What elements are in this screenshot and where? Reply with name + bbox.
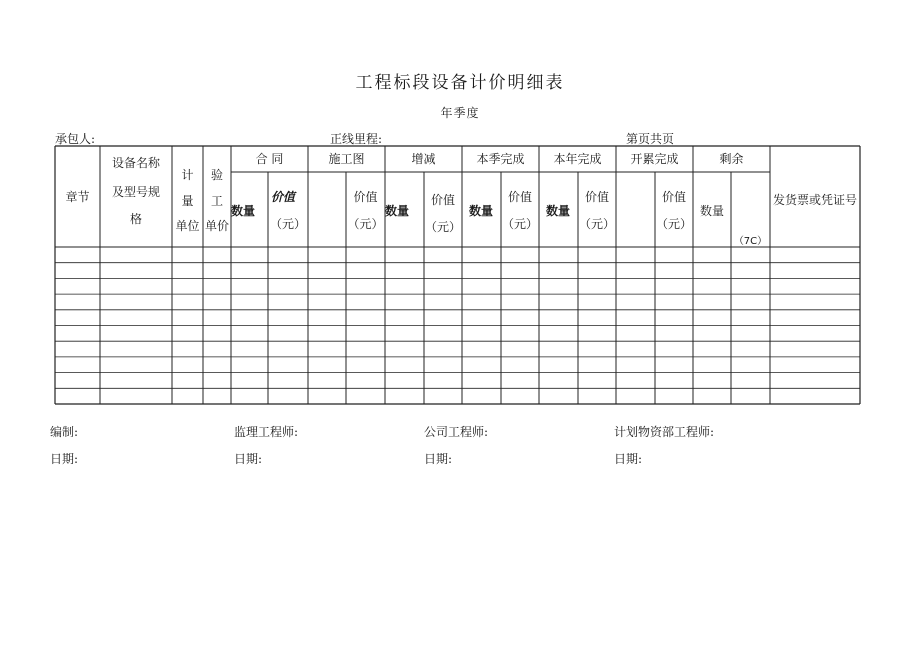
- page-count-label: 第页共页: [626, 132, 675, 146]
- materials-engineer-label: 计划物资部工程师:: [614, 425, 715, 439]
- document-title: 工程标段设备计价明细表: [355, 73, 565, 93]
- cumulative-yuan-label: （元）: [655, 217, 692, 231]
- group-year-done: 本年完成: [553, 152, 602, 166]
- header-unit-line-2: 量: [181, 194, 194, 208]
- group-change: 增减: [411, 152, 436, 166]
- quarter-value-label: 价值: [507, 190, 532, 204]
- company-engineer-label: 公司工程师:: [424, 425, 489, 439]
- contractor-label: 承包人:: [55, 132, 96, 146]
- header-unit-line-1: 计: [181, 168, 194, 182]
- header-name-line-2: 及型号规: [111, 185, 160, 199]
- group-quarter-done: 本季完成: [476, 152, 525, 166]
- date-label-4: 日期:: [614, 452, 643, 466]
- date-label-1: 日期:: [50, 452, 79, 466]
- group-contract: 合 同: [255, 152, 284, 166]
- year-qty-label: 数量: [546, 204, 571, 218]
- quarter-qty-label: 数量: [469, 204, 494, 218]
- contract-yuan-label: （元）: [269, 217, 306, 231]
- drawing-yuan-label: （元）: [347, 217, 384, 231]
- year-value-label: 价值: [584, 190, 609, 204]
- prepared-by-label: 编制:: [50, 425, 79, 439]
- header-chapter: 章节: [65, 190, 90, 204]
- header-invoice: 发货票或凭证号: [772, 193, 857, 207]
- header-price-line-2: 工: [210, 194, 223, 208]
- supervisor-label: 监理工程师:: [234, 425, 299, 439]
- group-remaining: 剩余: [719, 152, 744, 166]
- header-name-line-3: 格: [129, 212, 142, 226]
- year-yuan-label: （元）: [578, 217, 615, 231]
- header-name-line-1: 设备名称: [111, 156, 160, 170]
- header-price-line-1: 验: [210, 168, 223, 182]
- header-unit-line-3: 单位: [175, 219, 200, 233]
- document-subtitle: 年季度: [440, 106, 480, 120]
- remaining-qty-label: 数量: [699, 204, 724, 218]
- quarter-yuan-label: （元）: [501, 217, 538, 231]
- change-value-label: 价值: [430, 193, 455, 207]
- contract-value-label: 价值: [270, 190, 295, 204]
- remaining-unit-label: （7C）: [733, 236, 768, 247]
- mileage-label: 正线里程:: [330, 132, 383, 146]
- header-price-line-3: 单价: [204, 219, 229, 233]
- contract-qty-label: 数量: [231, 204, 256, 218]
- date-label-3: 日期:: [424, 452, 453, 466]
- drawing-value-label: 价值: [353, 190, 378, 204]
- change-yuan-label: （元）: [424, 220, 461, 234]
- group-cumulative-done: 开累完成: [630, 152, 679, 166]
- cumulative-value-label: 价值: [661, 190, 686, 204]
- change-qty-label: 数量: [385, 204, 410, 218]
- group-drawing: 施工图: [328, 152, 365, 166]
- date-label-2: 日期:: [234, 452, 263, 466]
